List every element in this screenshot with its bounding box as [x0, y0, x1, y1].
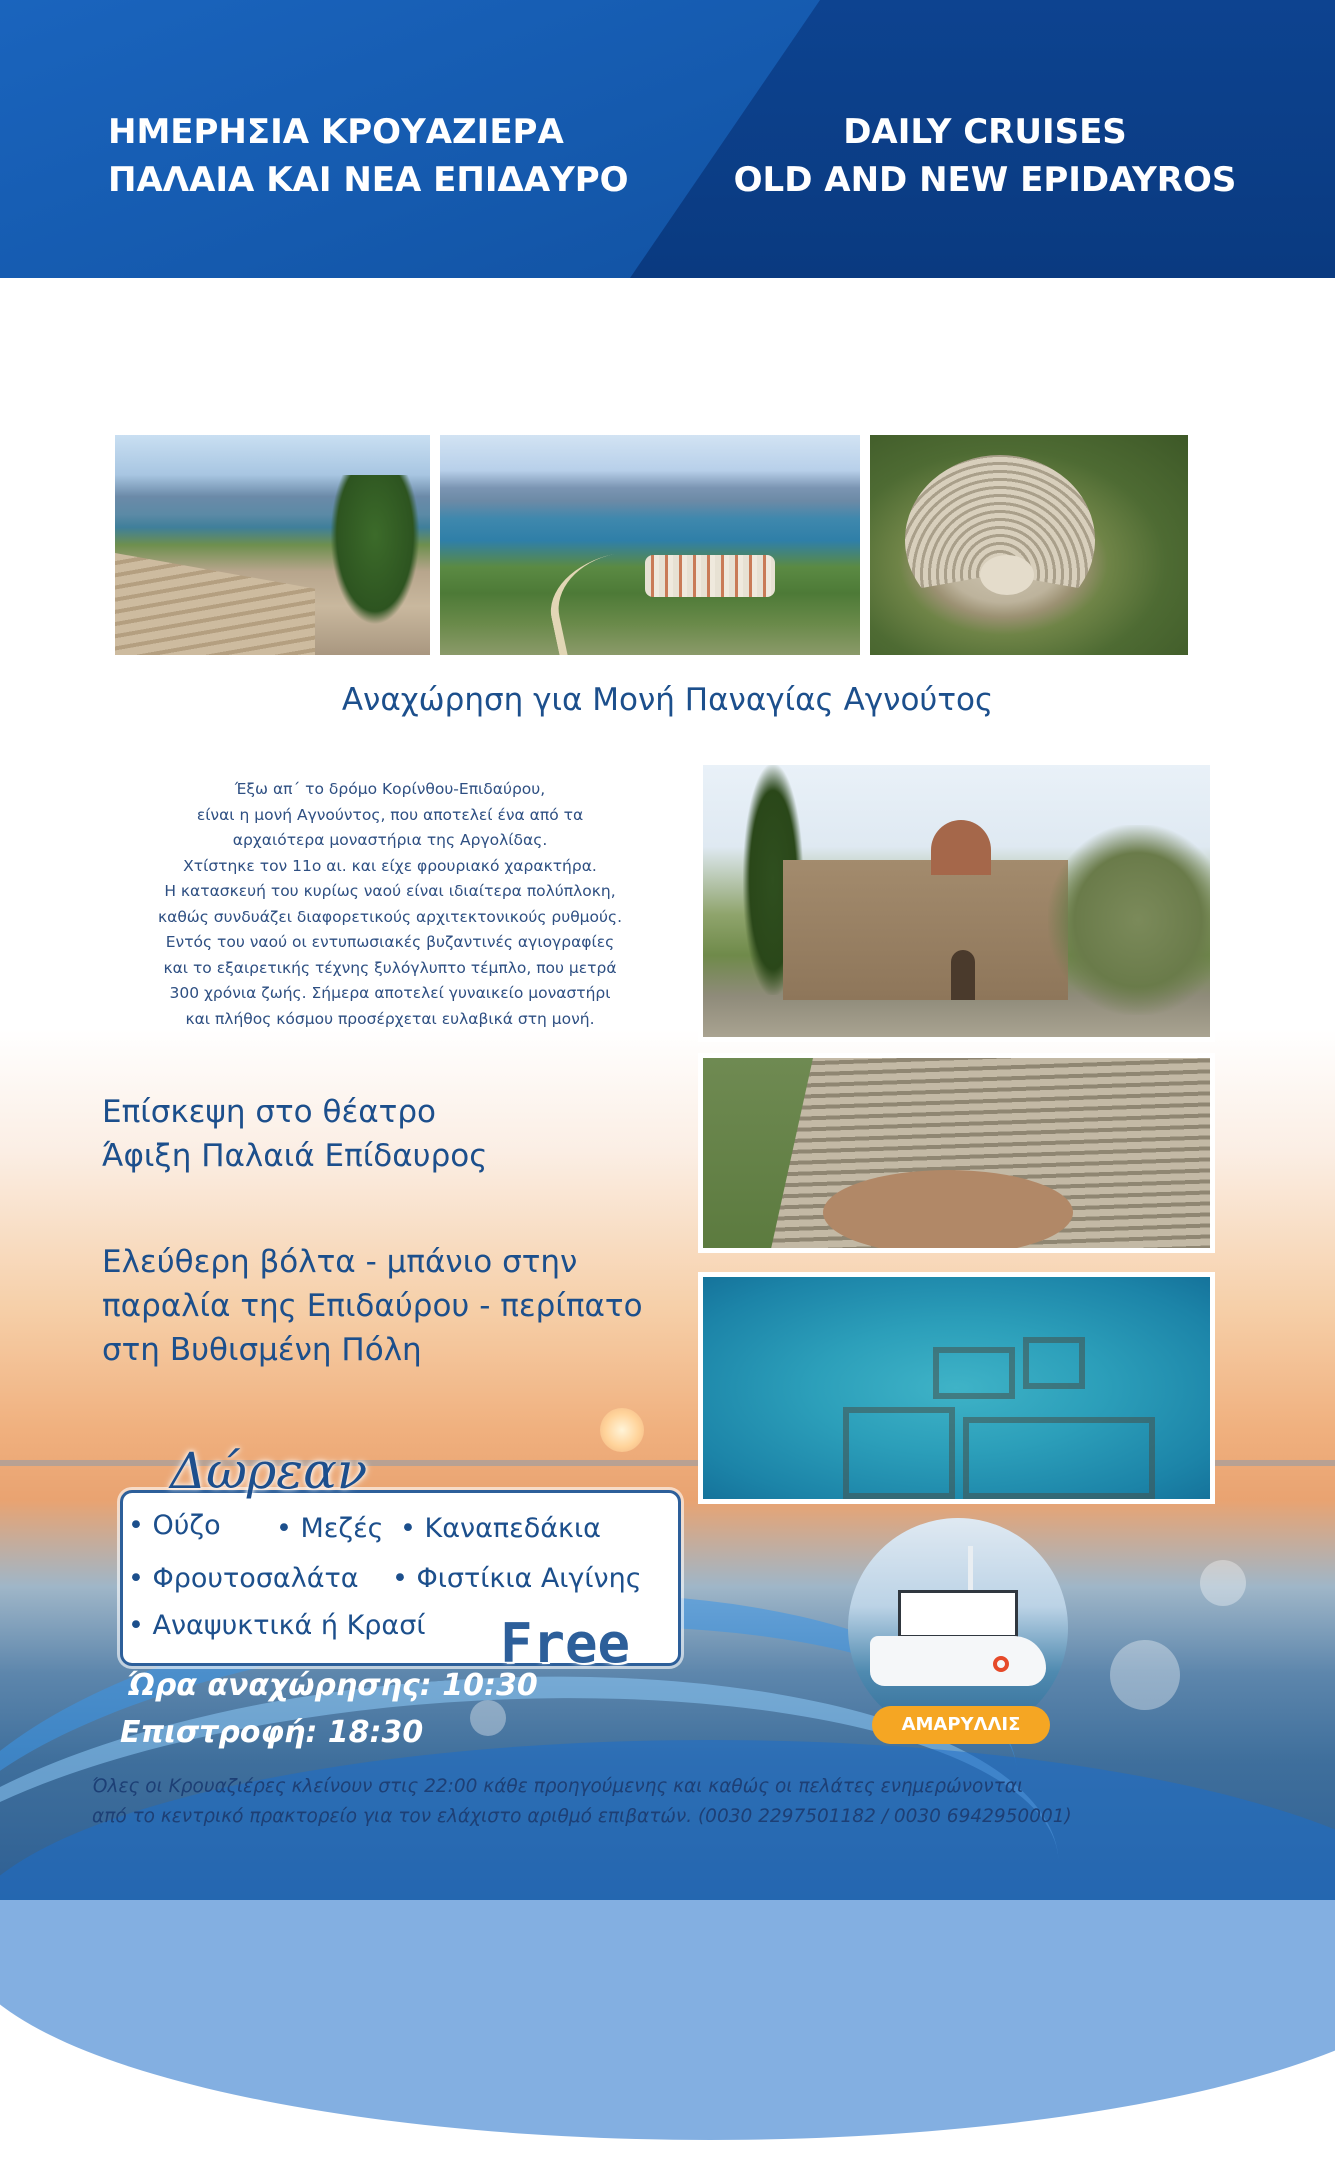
title-greek [108, 108, 629, 204]
tree [330, 475, 420, 625]
itinerary-line: Ελεύθερη βόλτα - μπάνιο στην [102, 1244, 578, 1280]
monastery-wall [783, 860, 1068, 1000]
hillside [703, 1058, 813, 1253]
lifebuoy-icon [993, 1656, 1009, 1672]
monastery-description [95, 777, 685, 1032]
itinerary-line: στη Βυθισμένη Πόλη [102, 1332, 422, 1368]
free-item: • Φρουτοσαλάτα [128, 1563, 359, 1594]
underwater-ruin [843, 1407, 955, 1499]
free-item: • Καναπεδάκια [400, 1513, 601, 1544]
description-line: Έξω απ΄ το δρόμο Κορίνθου-Επιδαύρου, [234, 780, 546, 798]
description-line: Εντός του ναού οι εντυπωσιακές βυζαντινές αγιογραφίες [165, 933, 615, 951]
town [645, 555, 775, 597]
footer-line: από το κεντρικό πρακτορείο για τον ελάχιστο αριθμό επιβατών. (0030 2297501182 / 0030 6942950001) [92, 1806, 1072, 1827]
free-item: • Ούζο [128, 1510, 221, 1541]
church-dome [931, 820, 991, 875]
description-line: Η κατασκευή του κυρίως ναού είναι ιδιαίτερα πολύπλοκη, [164, 882, 616, 900]
bokeh-light [1110, 1640, 1180, 1710]
title-english [725, 108, 1245, 204]
photo-epidaurus-theatre [698, 1053, 1215, 1253]
photo-theatre-aerial [870, 435, 1188, 655]
photo-small-theatre [115, 435, 430, 655]
photo-sunken-city [698, 1272, 1215, 1504]
monastery-door [951, 950, 975, 1000]
title-english-line1: DAILY CRUISES [843, 112, 1127, 152]
free-heading: Δώρεαν [170, 1442, 368, 1500]
underwater-ruin [963, 1417, 1155, 1499]
photo-monastery [698, 760, 1215, 1042]
title-english-line2: OLD AND NEW EPIDAYROS [733, 160, 1237, 200]
description-line: καθώς συνδυάζει διαφορετικούς αρχιτεκτονικούς ρυθμούς. [157, 907, 623, 926]
theatre-orchestra [823, 1170, 1073, 1253]
photo-bay-view [440, 435, 860, 655]
title-greek-line1: ΗΜΕΡΗΣΙΑ ΚΡΟΥΑΖΙΕΡΑ [108, 112, 564, 152]
description-line: αρχαιότερα μοναστήρια της Αργολίδας. [232, 831, 548, 849]
return-time: Επιστροφή: 18:30 [120, 1715, 424, 1750]
bokeh-light [1200, 1560, 1246, 1606]
ship-hull [870, 1636, 1046, 1686]
sun-icon [600, 1408, 644, 1452]
ship-photo [848, 1518, 1068, 1738]
footer-line: Όλες οι Κρουαζιέρες κλείνουν στις 22:00 κάθε προηγούμενης και καθώς οι πελάτες ενημερώνονται [92, 1776, 1024, 1797]
olive-tree [1048, 825, 1215, 1015]
description-line: και το εξαιρετικής τέχνης ξυλόγλυπτο τέμπλο, που μετρά [163, 958, 617, 977]
free-item: • Μεζές [276, 1513, 384, 1544]
description-line: 300 χρόνια ζωής. Σήμερα αποτελεί γυναικείο μοναστήρι [169, 984, 611, 1002]
description-line: Χτίστηκε τον 11ο αι. και είχε φρουριακό χαρακτήρα. [183, 856, 597, 875]
itinerary-line: Επίσκεψη στο θέατρο [102, 1094, 436, 1130]
free-item: • Φιστίκια Αιγίνης [392, 1563, 642, 1594]
free-label: Free [500, 1612, 631, 1675]
departure-time: Ώρα αναχώρησης: 10:30 [128, 1668, 538, 1703]
underwater-ruin [933, 1347, 1015, 1399]
itinerary-walk [102, 1240, 643, 1372]
section-heading: Αναχώρηση για Μονή Παναγίας Αγνούτος [341, 682, 994, 718]
itinerary-visit [102, 1090, 487, 1178]
theatre-seats [115, 553, 315, 655]
ship-cabin [898, 1590, 1018, 1638]
footer-note [92, 1772, 1272, 1832]
itinerary-line: Άφιξη Παλαιά Επίδαυρος [102, 1138, 488, 1174]
itinerary-line: παραλία της Επιδαύρου - περίπατο [102, 1288, 643, 1324]
description-line: είναι η μονή Αγνούντος, που αποτελεί ένα από τα [196, 805, 584, 824]
underwater-ruin [1023, 1337, 1085, 1389]
theatre-cavea [905, 455, 1095, 625]
ship-name-badge: ΑΜΑΡΥΛΛΙΣ [872, 1706, 1050, 1744]
ship-mast [968, 1546, 973, 1594]
free-item: • Αναψυκτικά ή Κρασί [128, 1610, 426, 1641]
title-greek-line2: ΠΑΛΑΙΑ ΚΑΙ ΝΕΑ ΕΠΙΔΑΥΡΟ [108, 160, 629, 200]
theatre-orchestra [980, 555, 1034, 595]
description-line: και πλήθος κόσμου προσέρχεται ευλαβικά στη μονή. [185, 1009, 595, 1028]
